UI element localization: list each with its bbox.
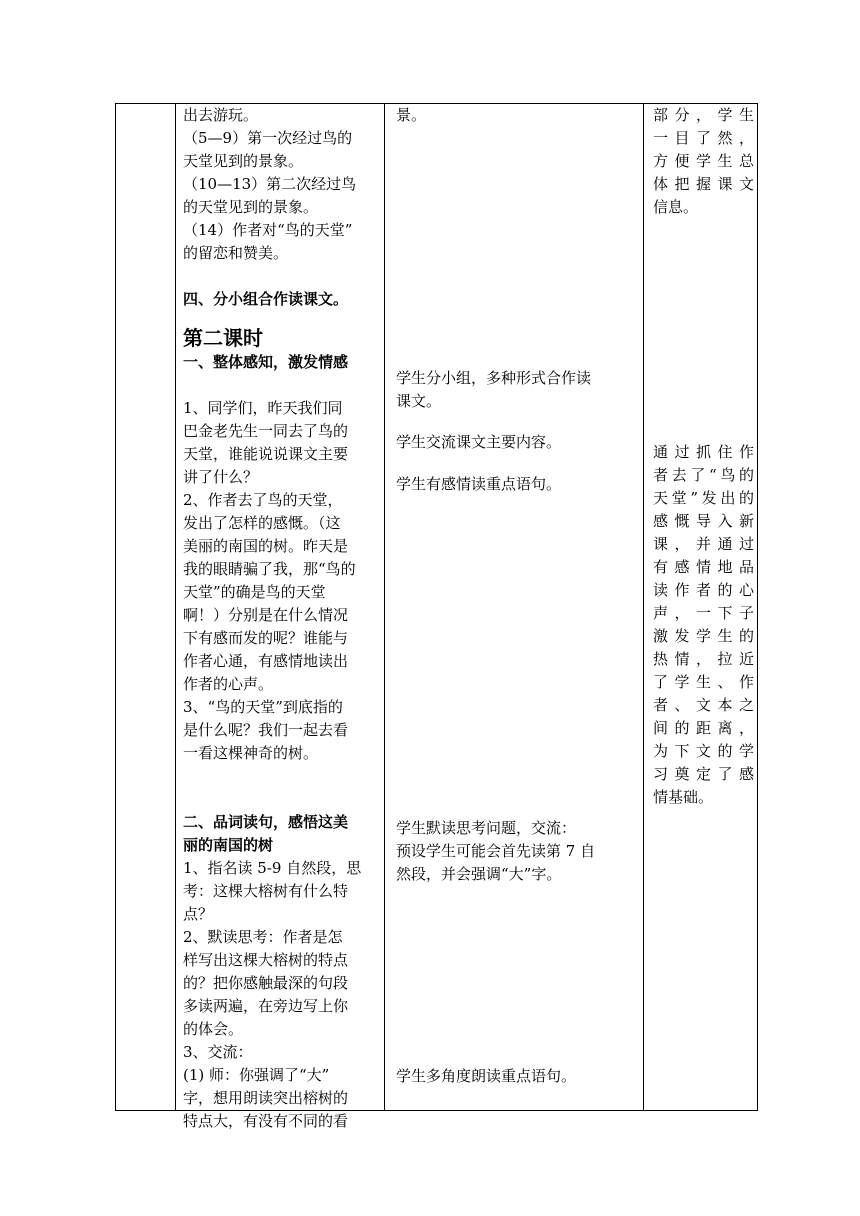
column-divider [643, 104, 644, 1110]
text-line: 情基础。 [653, 788, 714, 806]
text-line: 然段，并会强调“大”字。 [396, 865, 562, 883]
text-line: 声，一下子 [653, 604, 754, 622]
text-line: 方便学生总 [653, 152, 754, 170]
text-line: 3、“鸟的天堂”到底指的 [183, 698, 343, 716]
text-line: (1) 师：你强调了“大” [183, 1066, 330, 1084]
text-line: 了学生、作 [653, 673, 754, 691]
section-heading: 一、整体感知，激发情感 [183, 353, 349, 371]
text-line: 的天堂见到的景象。 [183, 198, 319, 216]
text-line: 课文。 [396, 392, 442, 410]
text-line: 一目了然， [653, 129, 754, 147]
text-line: 间的距离， [653, 719, 754, 737]
text-line: 学生默读思考问题，交流： [396, 819, 577, 837]
text-line: 样写出这棵大榕树的特点 [183, 951, 349, 969]
text-line: 作者心通，有感情地读出 [183, 652, 349, 670]
text-line: 学生交流课文主要内容。 [396, 433, 562, 451]
text-line: 2、默读思考：作者是怎 [183, 928, 343, 946]
text-line: 下有感而发的呢？谁能与 [183, 629, 349, 647]
text-line: 天堂，谁能说说课文主要 [183, 445, 349, 463]
section-heading: 丽的南国的树 [183, 836, 274, 854]
text-line: 啊！）分别是在什么情况 [183, 606, 349, 624]
text-line: 1、指名读 5-9 自然段，思 [183, 859, 362, 877]
text-line: 的留恋和赞美。 [183, 244, 289, 262]
lesson-plan-table [115, 103, 758, 1130]
text-line: 巴金老先生一同去了鸟的 [183, 422, 349, 440]
text-line: 部分，学生 [653, 106, 754, 124]
text-line: 我的眼睛骗了我，那“鸟的 [183, 560, 356, 578]
text-line: 点？ [183, 905, 214, 923]
lesson-title: 第二课时 [183, 326, 263, 350]
text-line: 课，并通过 [653, 535, 754, 553]
text-line: （10—13）第二次经过鸟 [183, 175, 357, 193]
column-design-intent [653, 104, 754, 1110]
text-line: 3、交流： [183, 1043, 253, 1061]
text-line: 考：这棵大榕树有什么特 [183, 882, 349, 900]
text-line: 2、作者去了鸟的天堂， [183, 491, 343, 509]
text-line: 学生多角度朗读重点语句。 [396, 1067, 577, 1085]
text-line: 者去了“鸟的 [653, 466, 754, 484]
text-line: 天堂”发出的 [653, 489, 754, 507]
text-line: 预设学生可能会首先读第 7 自 [396, 842, 596, 860]
text-line: 天堂”的确是鸟的天堂 [183, 583, 326, 601]
text-line: 者、文本之 [653, 696, 754, 714]
text-line: 有感情地品 [653, 558, 754, 576]
text-line: 特点大，有没有不同的看 [183, 1112, 349, 1130]
text-line: 信息。 [653, 198, 699, 216]
column-student-activity [396, 104, 636, 1110]
text-line: 景。 [396, 106, 427, 124]
section-heading: 二、品词读句，感悟这美 [183, 813, 349, 831]
text-line: （14）作者对“鸟的天堂” [183, 221, 353, 239]
text-line: 讲了什么？ [183, 468, 259, 486]
text-line: 作者的心声。 [183, 675, 274, 693]
text-line: 是什么呢？我们一起去看 [183, 721, 349, 739]
text-line: 多读两遍，在旁边写上你 [183, 997, 349, 1015]
section-heading: 四、分小组合作读课文。 [183, 290, 349, 308]
text-line: 感慨导入新 [653, 512, 754, 530]
column-empty [116, 104, 175, 1110]
text-line: 的？把你感触最深的句段 [183, 974, 349, 992]
text-line: 激发学生的 [653, 627, 754, 645]
column-teaching-process [183, 104, 382, 1130]
text-line: （5—9）第一次经过鸟的 [183, 129, 353, 147]
text-line: 读作者的心 [653, 581, 754, 599]
text-line: 学生有感情读重点语句。 [396, 475, 562, 493]
text-line: 体把握课文 [653, 175, 754, 193]
text-line: 为下文的学 [653, 742, 754, 760]
text-line: 习奠定了感 [653, 765, 754, 783]
text-line: 通过抓住作 [653, 443, 754, 461]
text-line: 热情，拉近 [653, 650, 754, 668]
text-line: 天堂见到的景象。 [183, 152, 304, 170]
text-line: 美丽的南国的树。昨天是 [183, 537, 349, 555]
text-line: 发出了怎样的感慨。（这 [183, 514, 341, 532]
text-line: 一看这棵神奇的树。 [183, 744, 319, 762]
column-divider [384, 104, 385, 1110]
text-line: 1、同学们，昨天我们同 [183, 399, 343, 417]
text-line: 学生分小组，多种形式合作读 [396, 369, 592, 387]
text-line: 字，想用朗读突出榕树的 [183, 1089, 349, 1107]
text-line: 出去游玩。 [183, 106, 259, 124]
text-line: 的体会。 [183, 1020, 244, 1038]
column-divider [175, 104, 176, 1110]
